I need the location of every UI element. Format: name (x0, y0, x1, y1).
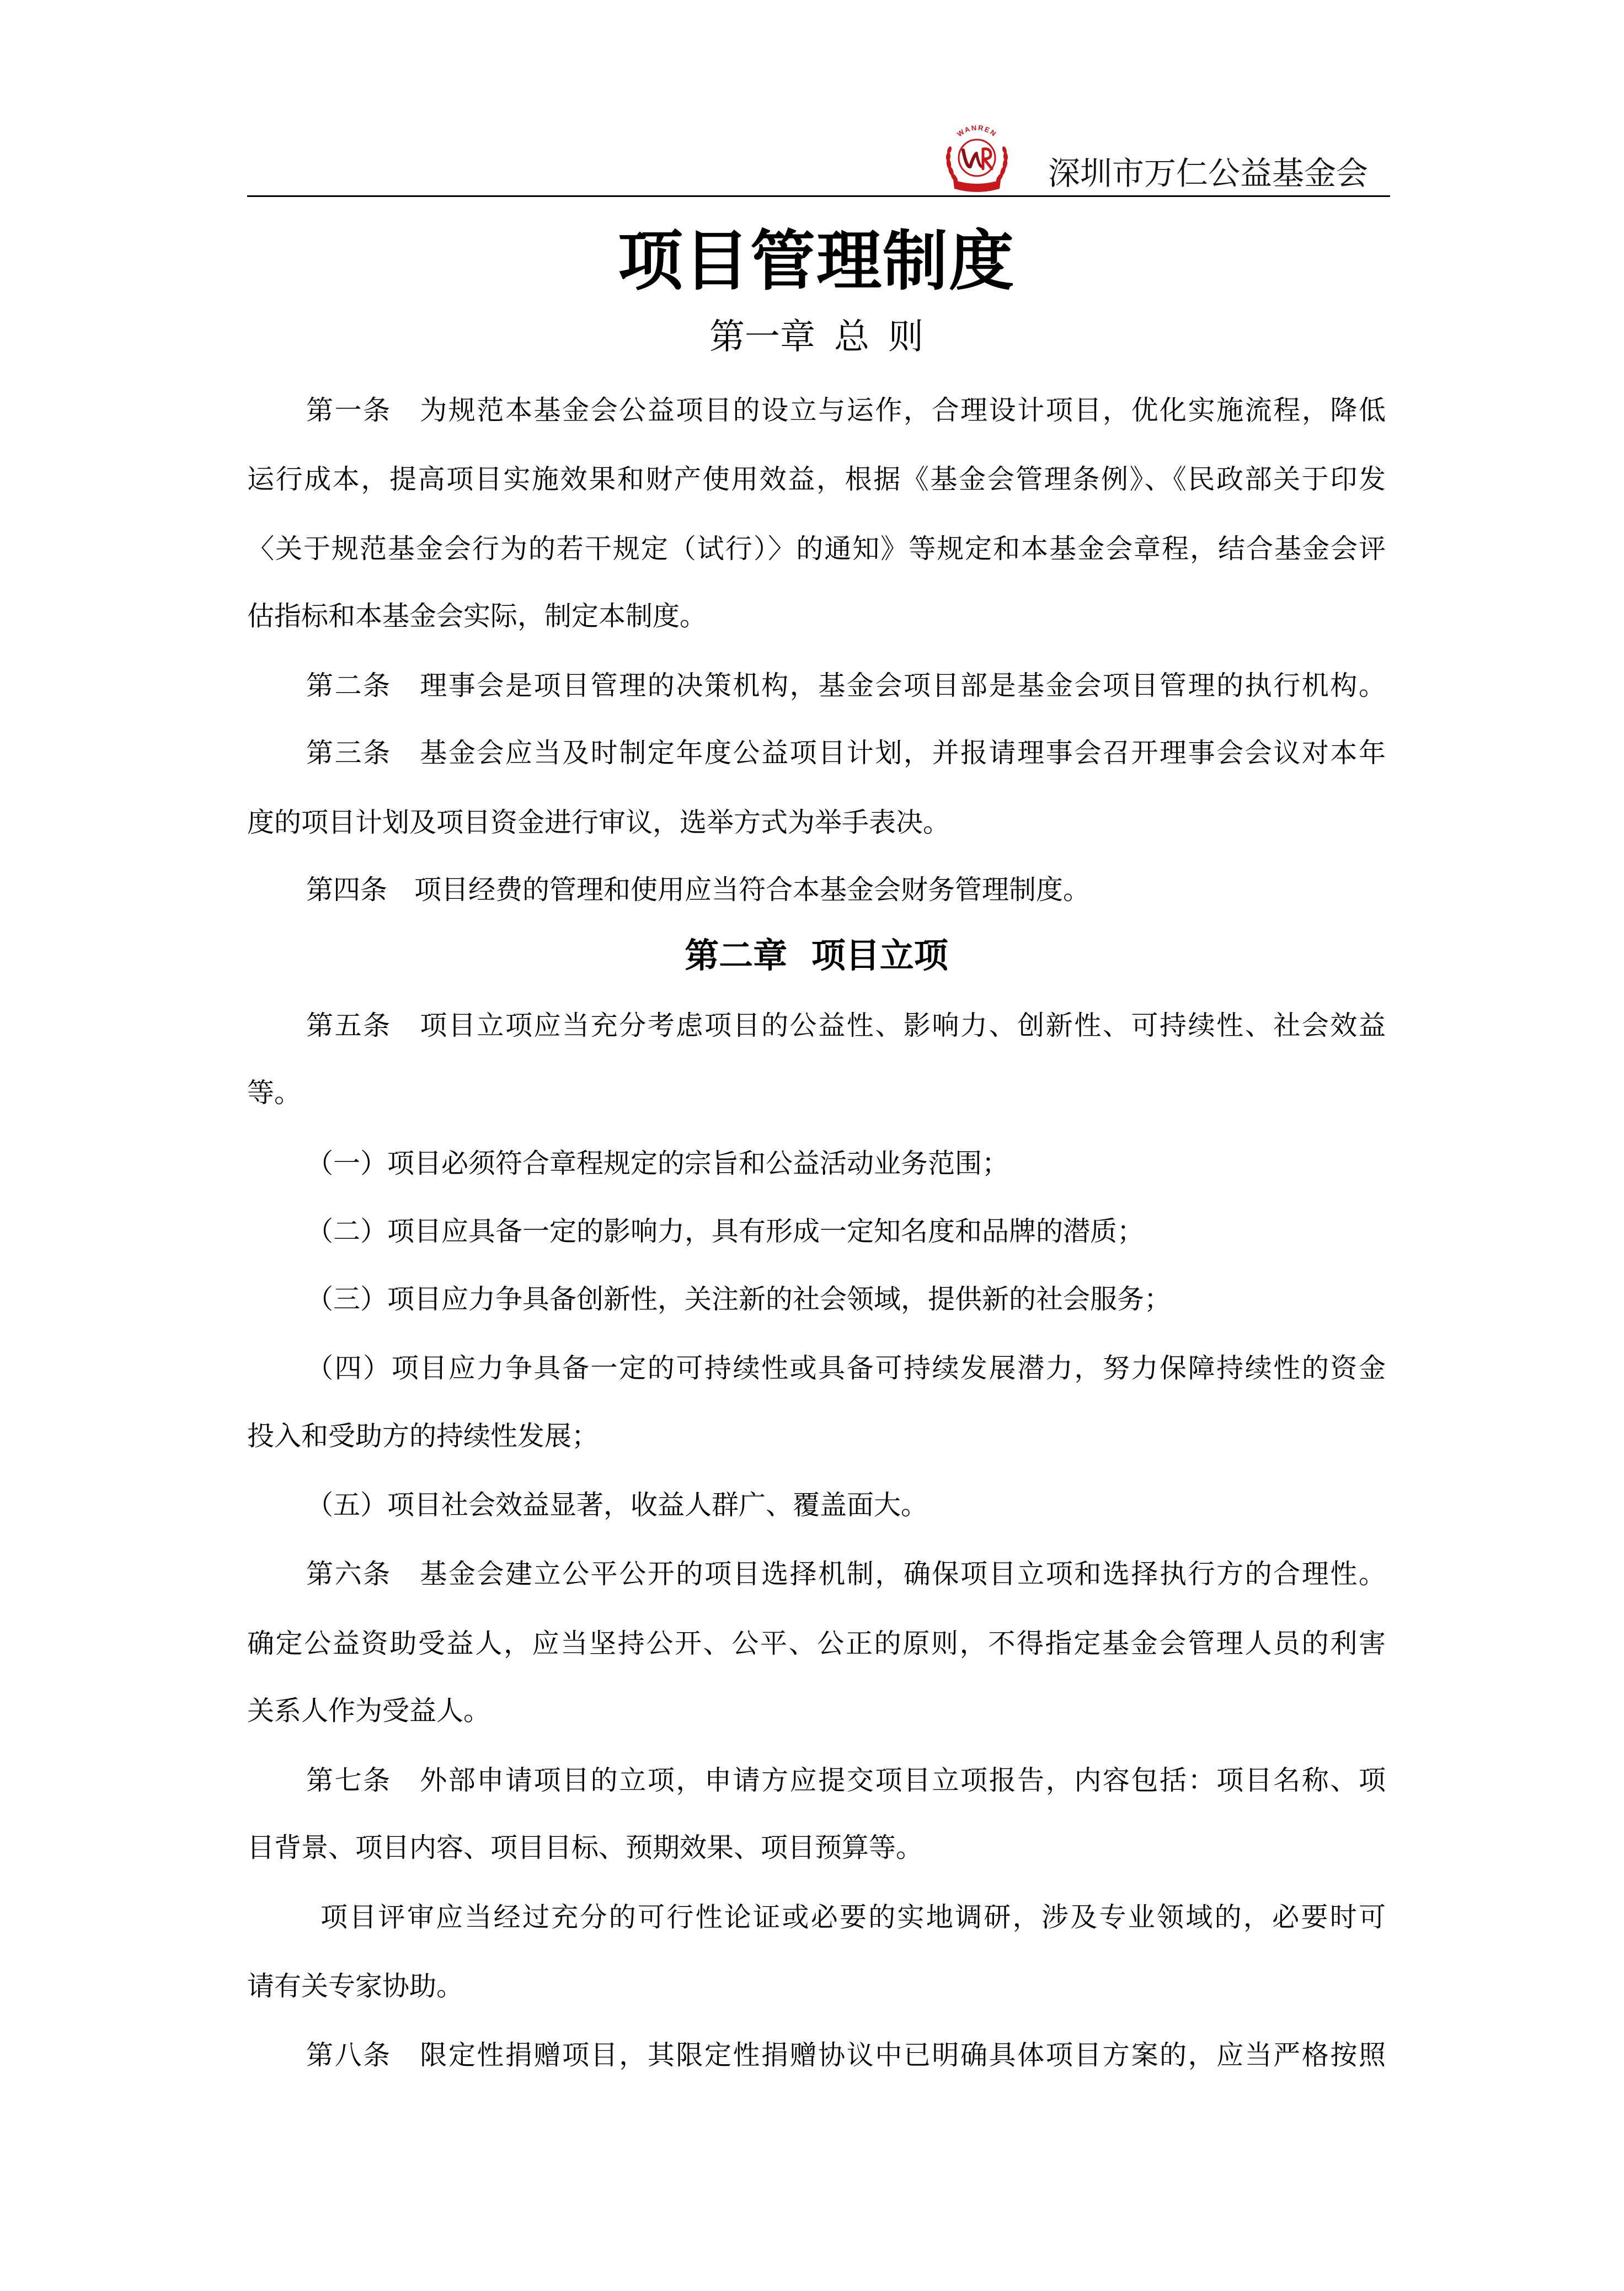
logo-monogram (963, 149, 992, 169)
foundation-logo (936, 122, 1018, 197)
article-1-line-1: 第一条 为规范本基金会公益项目的设立与运作，合理设计项目，优化实施流程，降低 (306, 395, 1386, 425)
article-1-line-3: 〈关于规范基金会行为的若干规定（试行）〉的通知》等规定和本基金会章程，结合基金会评 (247, 534, 1386, 564)
header-organization-name: 深圳市万仁公益基金会 (1048, 156, 1368, 191)
article-3-line-2: 度的项目计划及项目资金进行审议，选举方式为举手表决。 (247, 807, 950, 838)
article-7-line-2: 目背景、项目内容、项目目标、预期效果、项目预算等。 (247, 1832, 923, 1863)
chapter-2-heading: 第二章 项目立项 (685, 937, 948, 975)
article-8-line-1: 第八条 限定性捐赠项目，其限定性捐赠协议中已明确具体项目方案的，应当严格按照 (306, 2040, 1386, 2070)
article-7-review-line-1: 项目评审应当经过充分的可行性论证或必要的实地调研，涉及专业领域的，必要时可 (320, 1902, 1386, 1932)
article-5-item-4-line-1: （四）项目应力争具备一定的可持续性或具备可持续发展潜力，努力保障持续性的资金 (306, 1353, 1386, 1383)
article-6-line-2: 确定公益资助受益人，应当坚持公开、公平、公正的原则，不得指定基金会管理人员的利害 (247, 1628, 1386, 1659)
chapter-1-heading: 第一章 总 则 (709, 317, 923, 356)
article-4-line-1: 第四条 项目经费的管理和使用应当符合本基金会财务管理制度。 (306, 875, 1091, 905)
document-title: 项目管理制度 (617, 226, 1015, 298)
logo-arc-lettering (955, 124, 998, 138)
article-6-line-1: 第六条 基金会建立公平公开的项目选择机制，确保项目立项和选择执行方的合理性。 (306, 1559, 1386, 1589)
logo-banner (953, 180, 1001, 192)
logo-arc-text: WANREN (955, 123, 999, 138)
article-3-line-1: 第三条 基金会应当及时制定年度公益项目计划，并报请理事会召开理事会会议对本年 (306, 738, 1386, 768)
article-7-line-1: 第七条 外部申请项目的立项，申请方应提交项目立项报告，内容包括：项目名称、项 (306, 1765, 1386, 1795)
logo-laurel-left (945, 146, 959, 183)
article-2-line-1: 第二条 理事会是项目管理的决策机构，基金会项目部是基金会项目管理的执行机构。 (306, 670, 1386, 701)
logo-laurel-right (995, 146, 1008, 183)
article-6-line-3: 关系人作为受益人。 (247, 1696, 491, 1726)
article-5-item-2: （二）项目应具备一定的影响力，具有形成一定知名度和品牌的潜质； (306, 1216, 1145, 1246)
article-1-line-4: 估指标和本基金会实际，制定本制度。 (247, 601, 707, 631)
article-5-line-2: 等。 (247, 1078, 302, 1108)
article-5-item-4-line-2: 投入和受助方的持续性发展； (247, 1421, 599, 1451)
header-divider (247, 195, 1390, 197)
article-5-item-5: （五）项目社会效益显著，收益人群广、覆盖面大。 (306, 1490, 928, 1520)
article-5-line-1: 第五条 项目立项应当充分考虑项目的公益性、影响力、创新性、可持续性、社会效益 (306, 1010, 1386, 1041)
article-5-item-3: （三）项目应力争具备创新性，关注新的社会领域，提供新的社会服务； (306, 1284, 1172, 1314)
article-1-line-2: 运行成本，提高项目实施效果和财产使用效益，根据《基金会管理条例》、《民政部关于印发 (247, 464, 1386, 494)
article-5-item-1: （一）项目必须符合章程规定的宗旨和公益活动业务范围； (306, 1148, 1009, 1179)
article-7-review-line-2: 请有关专家协助。 (247, 1971, 464, 2001)
